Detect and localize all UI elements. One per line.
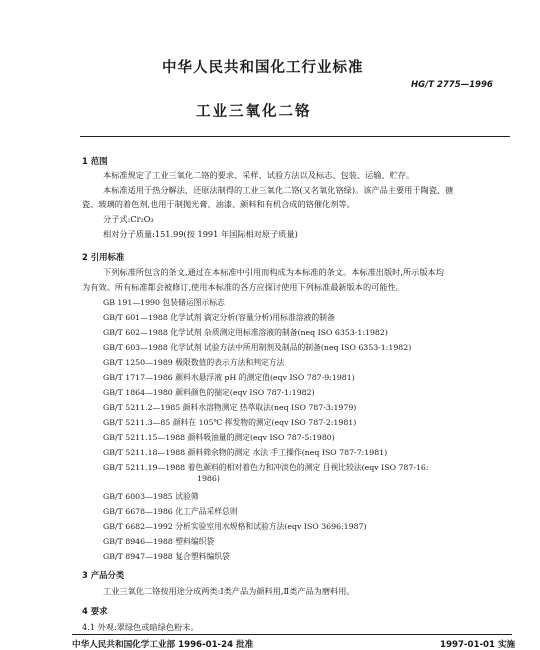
standard-name: 中华人民共和国化工行业标准: [162, 60, 364, 76]
section-3-heading: 3 产品分类: [82, 570, 125, 580]
footer-rule: [72, 634, 512, 635]
reference-item: GB/T 5211.18—1988 颜料筛余物的测定 水法 手工操作(neq ISO 787-7:1981): [103, 448, 388, 457]
standard-code: HG/T 2775—1996: [411, 80, 493, 90]
section-4-item-4-1: 4.1 外观:翠绿色或暗绿色粉末。: [82, 622, 199, 632]
reference-item-continuation: 1986): [197, 474, 220, 483]
reference-item: GB/T 1717—1986 颜料水悬浮液 pH 的测定值(eqv ISO 787-9:1981): [103, 373, 355, 382]
reference-item: GB/T 602—1988 化学试剂 杂质测定用标准溶液的制备(neq ISO 6353-1:1982): [103, 328, 388, 337]
reference-item: GB/T 6678—1986 化工产品采样总则: [103, 507, 238, 516]
section-1-paragraph-1: 本标准规定了工业三氧化二铬的要求、采样、试验方法以及标志、包装、运输、贮存。: [103, 170, 415, 180]
reference-item: GB/T 1250—1989 极限数值的表示方法和判定方法: [103, 358, 285, 367]
reference-item: GB/T 603—1988 化学试剂 试验方法中所用制剂及制品的制备(neq ISO 6353-1:1982): [103, 343, 412, 352]
document-title: 工业三氧化二铬: [196, 104, 312, 120]
section-1-paragraph-2-line-2: 瓷、玻璃的着色剂,也用于制抛光膏、油漆、颜料和有机合成的铬催化剂等。: [82, 199, 355, 209]
reference-item: GB/T 6682—1992 分析实验室用水规格和试验方法(eqv ISO 3696:1987): [103, 522, 367, 531]
reference-item: GB/T 1864—1980 颜料颜色的揣定(eqv ISO 787-1:1982): [103, 388, 315, 397]
effective-date: 1997-01-01 实施: [440, 640, 516, 650]
section-2-intro-line-1: 下列标准所包含的条文,通过在本标准中引用而构成为本标准的条文。本标准出版时,所示版本均: [103, 267, 444, 277]
reference-item: GB/T 8946—1988 塑料编织袋: [103, 537, 215, 546]
header-rule: [80, 136, 510, 137]
reference-item: GB/T 601—1988 化学试剂 滴定分析(容量分析)用标准溶液的制备: [103, 313, 335, 322]
section-4-heading: 4 要求: [82, 606, 108, 616]
reference-item: GB/T 6003—1985 试验筛: [103, 492, 199, 501]
approval-statement: 中华人民共和国化学工业部 1996-01-24 批准: [72, 640, 254, 650]
section-1-paragraph-2-line-1: 本标准适用于热分解法、还原法制得的工业三氧化二铬(又名氧化铬绿)。该产品主要用于陶瓷、搪: [103, 185, 454, 195]
reference-item: GB/T 5211.15—1988 颜料吸油量的测定(eqv ISO 787-5:1980): [103, 433, 335, 442]
section-2-intro-line-2: 为有效。所有标准都会被修订,使用本标准的各方应探讨使用下列标准最新版本的可能性。: [82, 282, 404, 292]
reference-item: GB/T 5211.19—1988 着色颜料的相对着色力和冲淡色的测定 目视比较法(eqv ISO 787-16:: [103, 463, 429, 472]
reference-item: GB/T 5211.2—1985 颜料水溶物测定 热萃取法(neq ISO 787-3:1979): [103, 403, 357, 412]
reference-item: GB 191—1990 包装储运图示标志: [103, 298, 225, 307]
reference-item: GB/T 5211.3—85 颜料在 105℃ 挥发物的测定(eqv ISO 787-2:1981): [103, 418, 357, 427]
reference-item: GB/T 8947—1988 复合塑料编织袋: [103, 552, 230, 561]
section-2-heading: 2 引用标准: [82, 252, 125, 262]
section-3-text: 工业三氧化二铬按用途分成两类:Ⅰ类产品为颜料用,Ⅱ类产品为磨料用。: [103, 586, 355, 596]
section-1-heading: 1 范围: [82, 156, 108, 166]
molecular-formula: 分子式:Cr₂O₃: [103, 214, 154, 224]
relative-molecular-mass: 相对分子质量:151.99(按 1991 年国际相对原子质量): [103, 229, 298, 239]
